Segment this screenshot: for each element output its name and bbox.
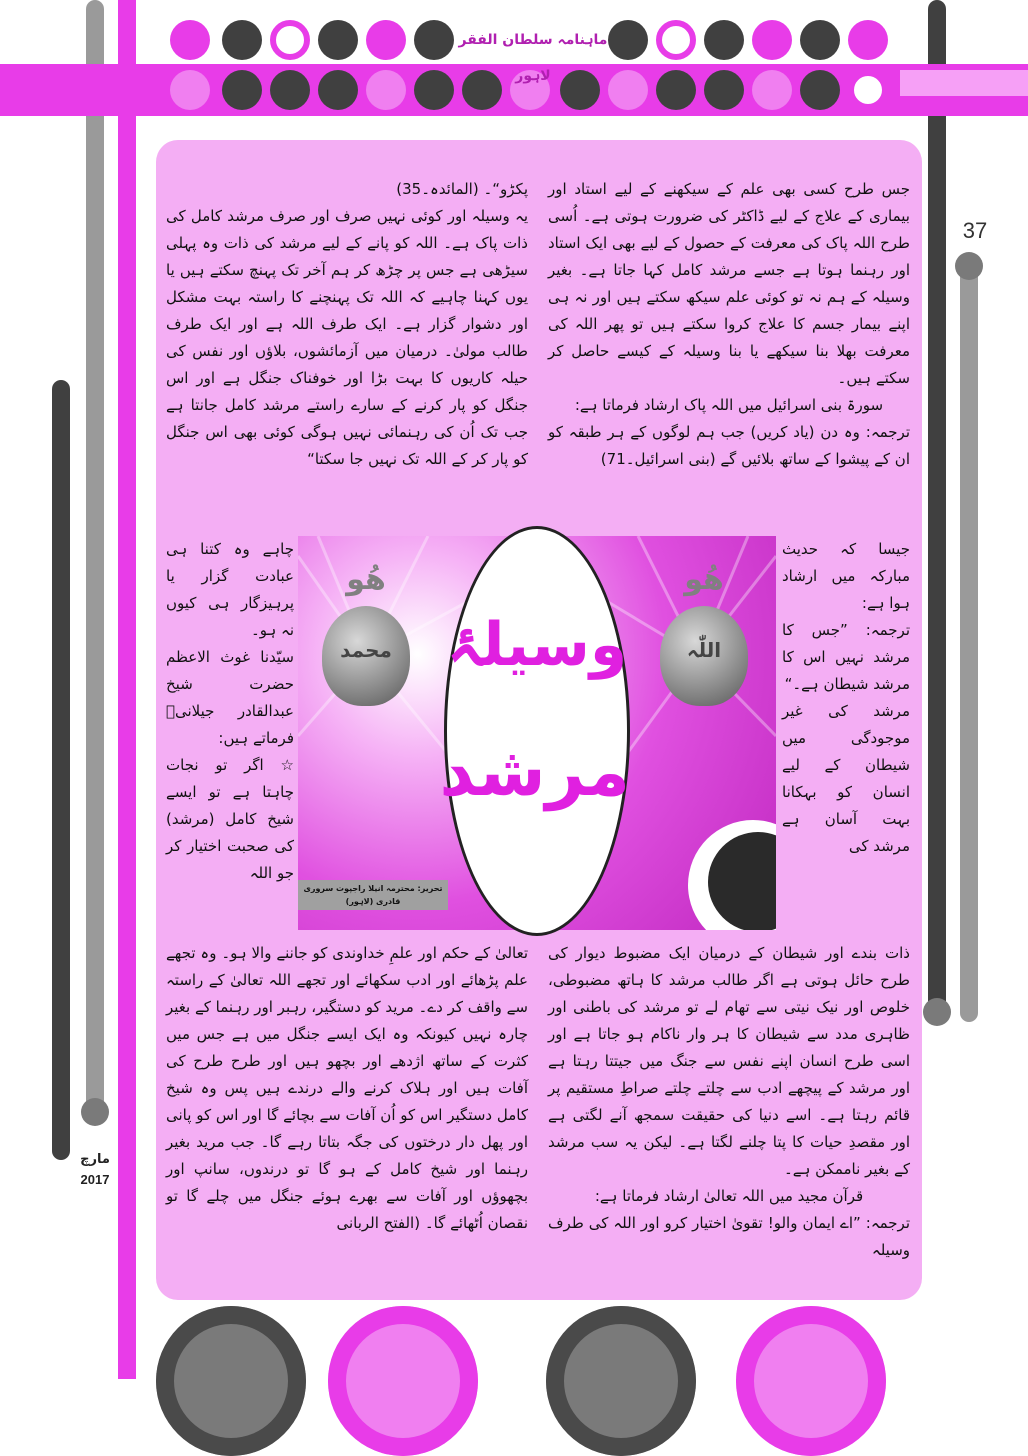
top-band-light: [900, 70, 1028, 96]
left-bar-knob: [81, 1098, 109, 1126]
article-title-line2: مرشد: [439, 733, 630, 812]
header-dot: [318, 20, 358, 60]
header-dot: [704, 20, 744, 60]
muhammad-calligraphy: محمد: [340, 638, 392, 662]
paragraph: مرشد کی غیر موجودگی میں شیطان کے لیے انسان کو بہکانا بہت آسان ہے مرشد کی: [782, 702, 910, 855]
paragraph: سورۃ بنی اسرائیل میں اللہ پاک ارشاد فرماتا ہے:: [574, 396, 884, 414]
header-dot: [800, 20, 840, 60]
column-left-mid: [166, 536, 294, 887]
header-dot: [752, 70, 792, 110]
header-dot: [608, 70, 648, 110]
column-left-top: [166, 176, 528, 473]
paragraph: سیّدنا غوث الاعظم حضرت شیخ عبدالقادر جیلانیؓ فرماتے ہیں:: [166, 648, 294, 747]
paragraph: پکڑو“۔ (المائدہ۔35): [396, 180, 528, 198]
header-dot: [222, 20, 262, 60]
bottom-circle: [156, 1306, 306, 1456]
paragraph: تعالیٰ کے حکم اور علمِ خداوندی کو جاننے والا ہو۔ وہ تجھے علم پڑھائے اور ادب سکھائے اور تجھے اللہ تعالیٰ کے راستہ سے واقف کر دے۔ مرید کو دستگیر، رہبر اور رہنما کے بغیر چارہ نہیں کیونکہ وہ ایک ایسے جنگل میں ہے جس میں کثرت کے ساتھ اژدھے اور بچھو ہیں اور طرح طرح کی آفات ہیں اور ہلاک کرنے والے درندے ہیں پس وہ شیخ کامل دستگیر اس کو اُن آفات سے بچائے گا اور اس کو پانی اور پھل دار درختوں کی جگہ بتاتا رہے گا۔ جب مرید بغیر رہنما اور شیخ کامل کے ہو گا تو درندوں، سانپ اور بچھوؤں اور آفات سے بھرے ہوئے جنگل میں چلے گا تو نقصان اُٹھائے گا۔ (الفتح الربانی: [166, 944, 528, 1232]
paragraph: ترجمہ: وہ دن (یاد کریں) جب ہم لوگوں کے ہر طبقہ کو ان کے پیشوا کے ساتھ بلائیں گے (بنی اسرائیل۔71): [548, 423, 910, 468]
header-dot: [270, 70, 310, 110]
paragraph: قرآن مجید میں اللہ تعالیٰ ارشاد فرماتا ہے:: [594, 1187, 864, 1205]
right-dark-bar-knob: [923, 998, 951, 1026]
header-dot: [170, 70, 210, 110]
bottom-circle: [546, 1306, 696, 1456]
right-gray-bar: [960, 262, 978, 1022]
column-right-top: [548, 176, 910, 473]
header-dot: [414, 70, 454, 110]
left-magenta-bar: [118, 0, 136, 1379]
header-dot: [170, 20, 210, 60]
hu-label-left: ھُو: [346, 562, 386, 597]
header-dot: [656, 20, 696, 60]
column-left-bottom: [166, 940, 528, 1237]
header-dot: [366, 20, 406, 60]
column-right-mid: [782, 536, 910, 860]
article-title-line1: وسیلۂ: [446, 610, 628, 680]
bottom-circle: [736, 1306, 886, 1456]
right-gray-bar-knob: [955, 252, 983, 280]
header-dot: [800, 70, 840, 110]
header-dot: [366, 70, 406, 110]
header-dot: [560, 70, 600, 110]
bottom-circle: [328, 1306, 478, 1456]
header-dot: [222, 70, 262, 110]
header-dot: [752, 20, 792, 60]
header-dot: [318, 70, 358, 110]
paragraph: ☆ اگر تو نجات چاہتا ہے تو ایسے شیخ کامل (مرشد) کی صحبت اختیار کر جو اللہ: [166, 756, 294, 882]
left-gray-bar: [86, 0, 104, 1110]
paragraph: ذات بندے اور شیطان کے درمیان ایک مضبوط دیوار کی طرح حائل ہوتی ہے اگر طالب مرشد کا ہاتھ مضبوطی، خلوص اور نیک نیتی سے تھام لے تو مرشد کی باطنی اور ظاہری مدد سے شیطان کا ہر وار ناکام ہو جاتا ہے اور اسی طرح انسان اپنے نفس سے جنگ میں جیتتا رہتا ہے اور مرشد کے پیچھے ادب سے چلتے چلتے صراطِ مستقیم پر قائم رہتا ہے۔ اسے دنیا کی حقیقت سمجھ آنے لگتی ہے اور مقصدِ حیات کا پتا چلنے لگتا ہے۔ لیکن یہ سب مرشد کے بغیر ناممکن ہے۔: [548, 944, 910, 1178]
left-dark-bar: [52, 380, 70, 1160]
header-dot: [704, 70, 744, 110]
page-number: 37: [962, 218, 988, 243]
header-dot: [848, 70, 888, 110]
header-dot: [848, 20, 888, 60]
issue-month: مارچ: [80, 1152, 110, 1167]
hu-label-right: ھُو: [684, 562, 724, 597]
paragraph: ترجمہ: ”جس کا مرشد نہیں اس کا مرشد شیطان ہے۔“: [782, 621, 910, 693]
paragraph: یہ وسیلہ اور کوئی نہیں صرف اور صرف مرشد کامل کی ذات پاک ہے۔ اللہ کو پانے کے لیے مرشد کی ذات وہ پہلی سیڑھی ہے جس پر چڑھ کر ہم آخر تک پہنچ سکتے ہیں یا یوں کہنا چاہیے کہ اللہ تک پہنچنے کا راستہ بہت مشکل اور دشوار گزار ہے۔ ایک طرف اللہ ہے اور ایک طرف طالب مولیٰ۔ درمیان میں آزمائشوں، بلاؤں اور نفس کی حیلہ کاریوں کا بہت بڑا اور خوفناک جنگل ہے اور اس جنگل کو پار کرنے کے سارے راستے مرشد کامل جانتا ہے جب تک اُن کی رہنمائی نہیں ہوگی کوئی بھی اس جنگل کو پار کر کے اللہ تک نہیں جا سکتا“: [166, 207, 528, 468]
right-dark-bar: [928, 0, 946, 1010]
paragraph: چاہے وہ کتنا ہی عبادت گزار یا پرہیزگار ہی کیوں نہ ہو۔: [166, 540, 294, 639]
allah-calligraphy: اللّٰہ: [686, 638, 722, 662]
header-dot: [414, 20, 454, 60]
issue-year: 2017: [80, 1172, 110, 1187]
paragraph: ترجمہ: ”اے ایمان والو! تقویٰ اختیار کرو اور اللہ کی طرف وسیلہ: [548, 1214, 910, 1259]
header-dot: [656, 70, 696, 110]
author-credit: تحریر: محترمہ انیلا راجپوت سروری قادری (لاہور): [303, 884, 443, 906]
header-dot: [270, 20, 310, 60]
magazine-logo: ماہنامہ سلطان الفقر لاہور: [458, 32, 608, 84]
paragraph: جس طرح کسی بھی علم کے سیکھنے کے لیے استاد اور بیماری کے علاج کے لیے ڈاکٹر کی ضرورت ہوتی ہے۔ اُسی طرح اللہ پاک کی معرفت کے حصول کے لیے بھی ایک استاد اور رہنما ہوتا ہے جسے مرشد کامل کہا جاتا ہے۔ بغیر وسیلہ کے ہم نہ تو کوئی علم سیکھ سکتے ہیں اور نہ ہی اپنے بیمار جسم کا علاج کروا سکتے ہیں تو پھر اللہ کی معرفت بھلا بنا سیکھے یا بنا وسیلہ کے کیسے حاصل کر سکتے ہیں۔: [548, 180, 910, 387]
header-dot: [608, 20, 648, 60]
column-right-bottom: [548, 940, 910, 1264]
header-dot: [462, 70, 502, 110]
paragraph: جیسا کہ حدیث مبارکہ میں ارشاد ہوا ہے:: [782, 540, 910, 612]
